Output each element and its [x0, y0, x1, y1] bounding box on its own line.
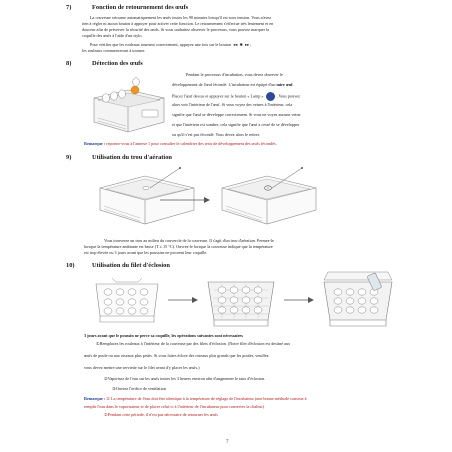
section-7-line: douceur afin de préserver la sécurité des œufs. Si vous souhaitez observer le processus, vous pouvez marquer la	[82, 27, 270, 32]
section-8-line: ou qu'il s'est pas fécondé. Vous devez alors le retirer.	[172, 132, 260, 137]
hatching-net-illustration	[204, 276, 278, 328]
section-10-remark: Remarque : ① La température de l'eau doit être identique à la température de réglage de l'incubateur (une bonne méthode consiste à	[84, 396, 307, 401]
section-8-remark: Remarque : reportez-vous à l'annexe 1 pour consulter le calendrier des tests de développement des œufs fécondés.	[84, 141, 277, 146]
arrow-icon	[160, 196, 210, 204]
section-7-line: La couveuse retourne automatiquement les œufs toutes les 90 minutes lorsqu'il est sous tension. Vous n'avez	[90, 15, 272, 20]
incubator-spraying-illustration	[318, 268, 398, 330]
section-8-line: développement de l'œuf fécondé. L'incubateur est équipé d'un mire œuf.	[172, 82, 294, 87]
section-10-step: ②Vaporisez de l'eau sur les œufs toutes les 3 heures environ afin d'augmenter le taux d'éclosion.	[104, 376, 266, 381]
section-10-step: vous devez mettre une serviette sur le filet avant d'y placer les œufs.)	[84, 365, 200, 370]
section-8-heading: 8) Détection des œufs	[66, 60, 143, 67]
section-10-remark: ②Pendant cette période, il n'est pas nécessaire de retourner les œufs	[104, 412, 218, 417]
section-9-line: lorsque la température ambiante est basse (T ≤ 15 °C). Ouvrez-le lorsque la couveuse indique que la température	[84, 244, 273, 249]
section-9-line: est trop élevée ou 3 jours avant que les poussins ne picorent leur coquille.	[84, 250, 208, 255]
incubator-lid-open-illustration	[212, 166, 322, 232]
section-7-line: les rouleaux commenceront à tourner.	[82, 48, 146, 53]
section-9-line: Vous trouverez un trou au milieu du couvercle de la couveuse. Il s'agit d'un trou d'aération. Fermez-le	[104, 238, 274, 243]
section-10-step: ①Remplacez les rouleaux à l'intérieur de la couveuse par des filets d'éclosion. (Notre filet d'éclosion est destiné aux	[96, 341, 291, 346]
section-7-line: Pour vérifier que les rouleaux tournent correctement, appuyez une fois sur le bouton ◂◂ ✱ ▸▸ ;	[90, 42, 252, 47]
section-10-intro: 3 jours avant que le poussin ne perce sa coquille, les opérations suivantes sont nécessaires	[84, 333, 243, 338]
section-8-line: signifie que l'œuf se développe correctement. Si vous ne voyez aucune veine	[172, 112, 301, 117]
section-7-heading: 7) Fonction de retournement des œufs	[66, 4, 189, 11]
section-8-line: Placez l'œuf dessus et appuyez sur le bouton « Lamp » . Vous pouvez	[172, 92, 300, 101]
egg-candling-illustration	[88, 76, 168, 138]
incubator-rollers-illustration	[92, 276, 162, 324]
section-8-line: Pendant le processus d'incubation, vous devez observer le	[186, 72, 283, 77]
section-7-line: rien à régler ni aucun bouton à appuyer pour activer cette fonction. Le retournement s'effectue très lentement et en	[82, 21, 274, 26]
section-10-step: œufs de poule ou aux oiseaux plus petits. Si vous faites éclore des oiseaux plus grands que les poules, veuillez	[84, 353, 269, 358]
turn-buttons-icon: ◂◂ ✱ ▸▸ ;	[232, 42, 252, 47]
section-8-line: et que l'intérieur est sombre, cela signifie que l'œuf a cessé de se développer	[172, 122, 300, 127]
page-number: 7	[226, 440, 229, 445]
section-10-remark: remplir l'eau dans le vaporisateur et de placer celui-ci à l'intérieur de l'incubateur pour conserver la chaleur)	[84, 404, 265, 409]
arrow-icon	[168, 296, 198, 304]
section-10-heading: 10) Utilisation du filet d'éclosion	[66, 262, 170, 269]
section-10-step: ③Ouvrez l'orifice de ventilation	[112, 386, 166, 391]
section-9-heading: 9) Utilisation du trou d'aération	[66, 154, 172, 161]
section-7-line: coquille des œufs à l'aide d'un stylo.	[82, 33, 143, 38]
lamp-icon	[266, 92, 275, 101]
section-8-line: alors voir l'intérieur de l'œuf. Si vous voyez des veines à l'intérieur, cela	[172, 102, 293, 107]
arrow-icon	[284, 296, 314, 304]
